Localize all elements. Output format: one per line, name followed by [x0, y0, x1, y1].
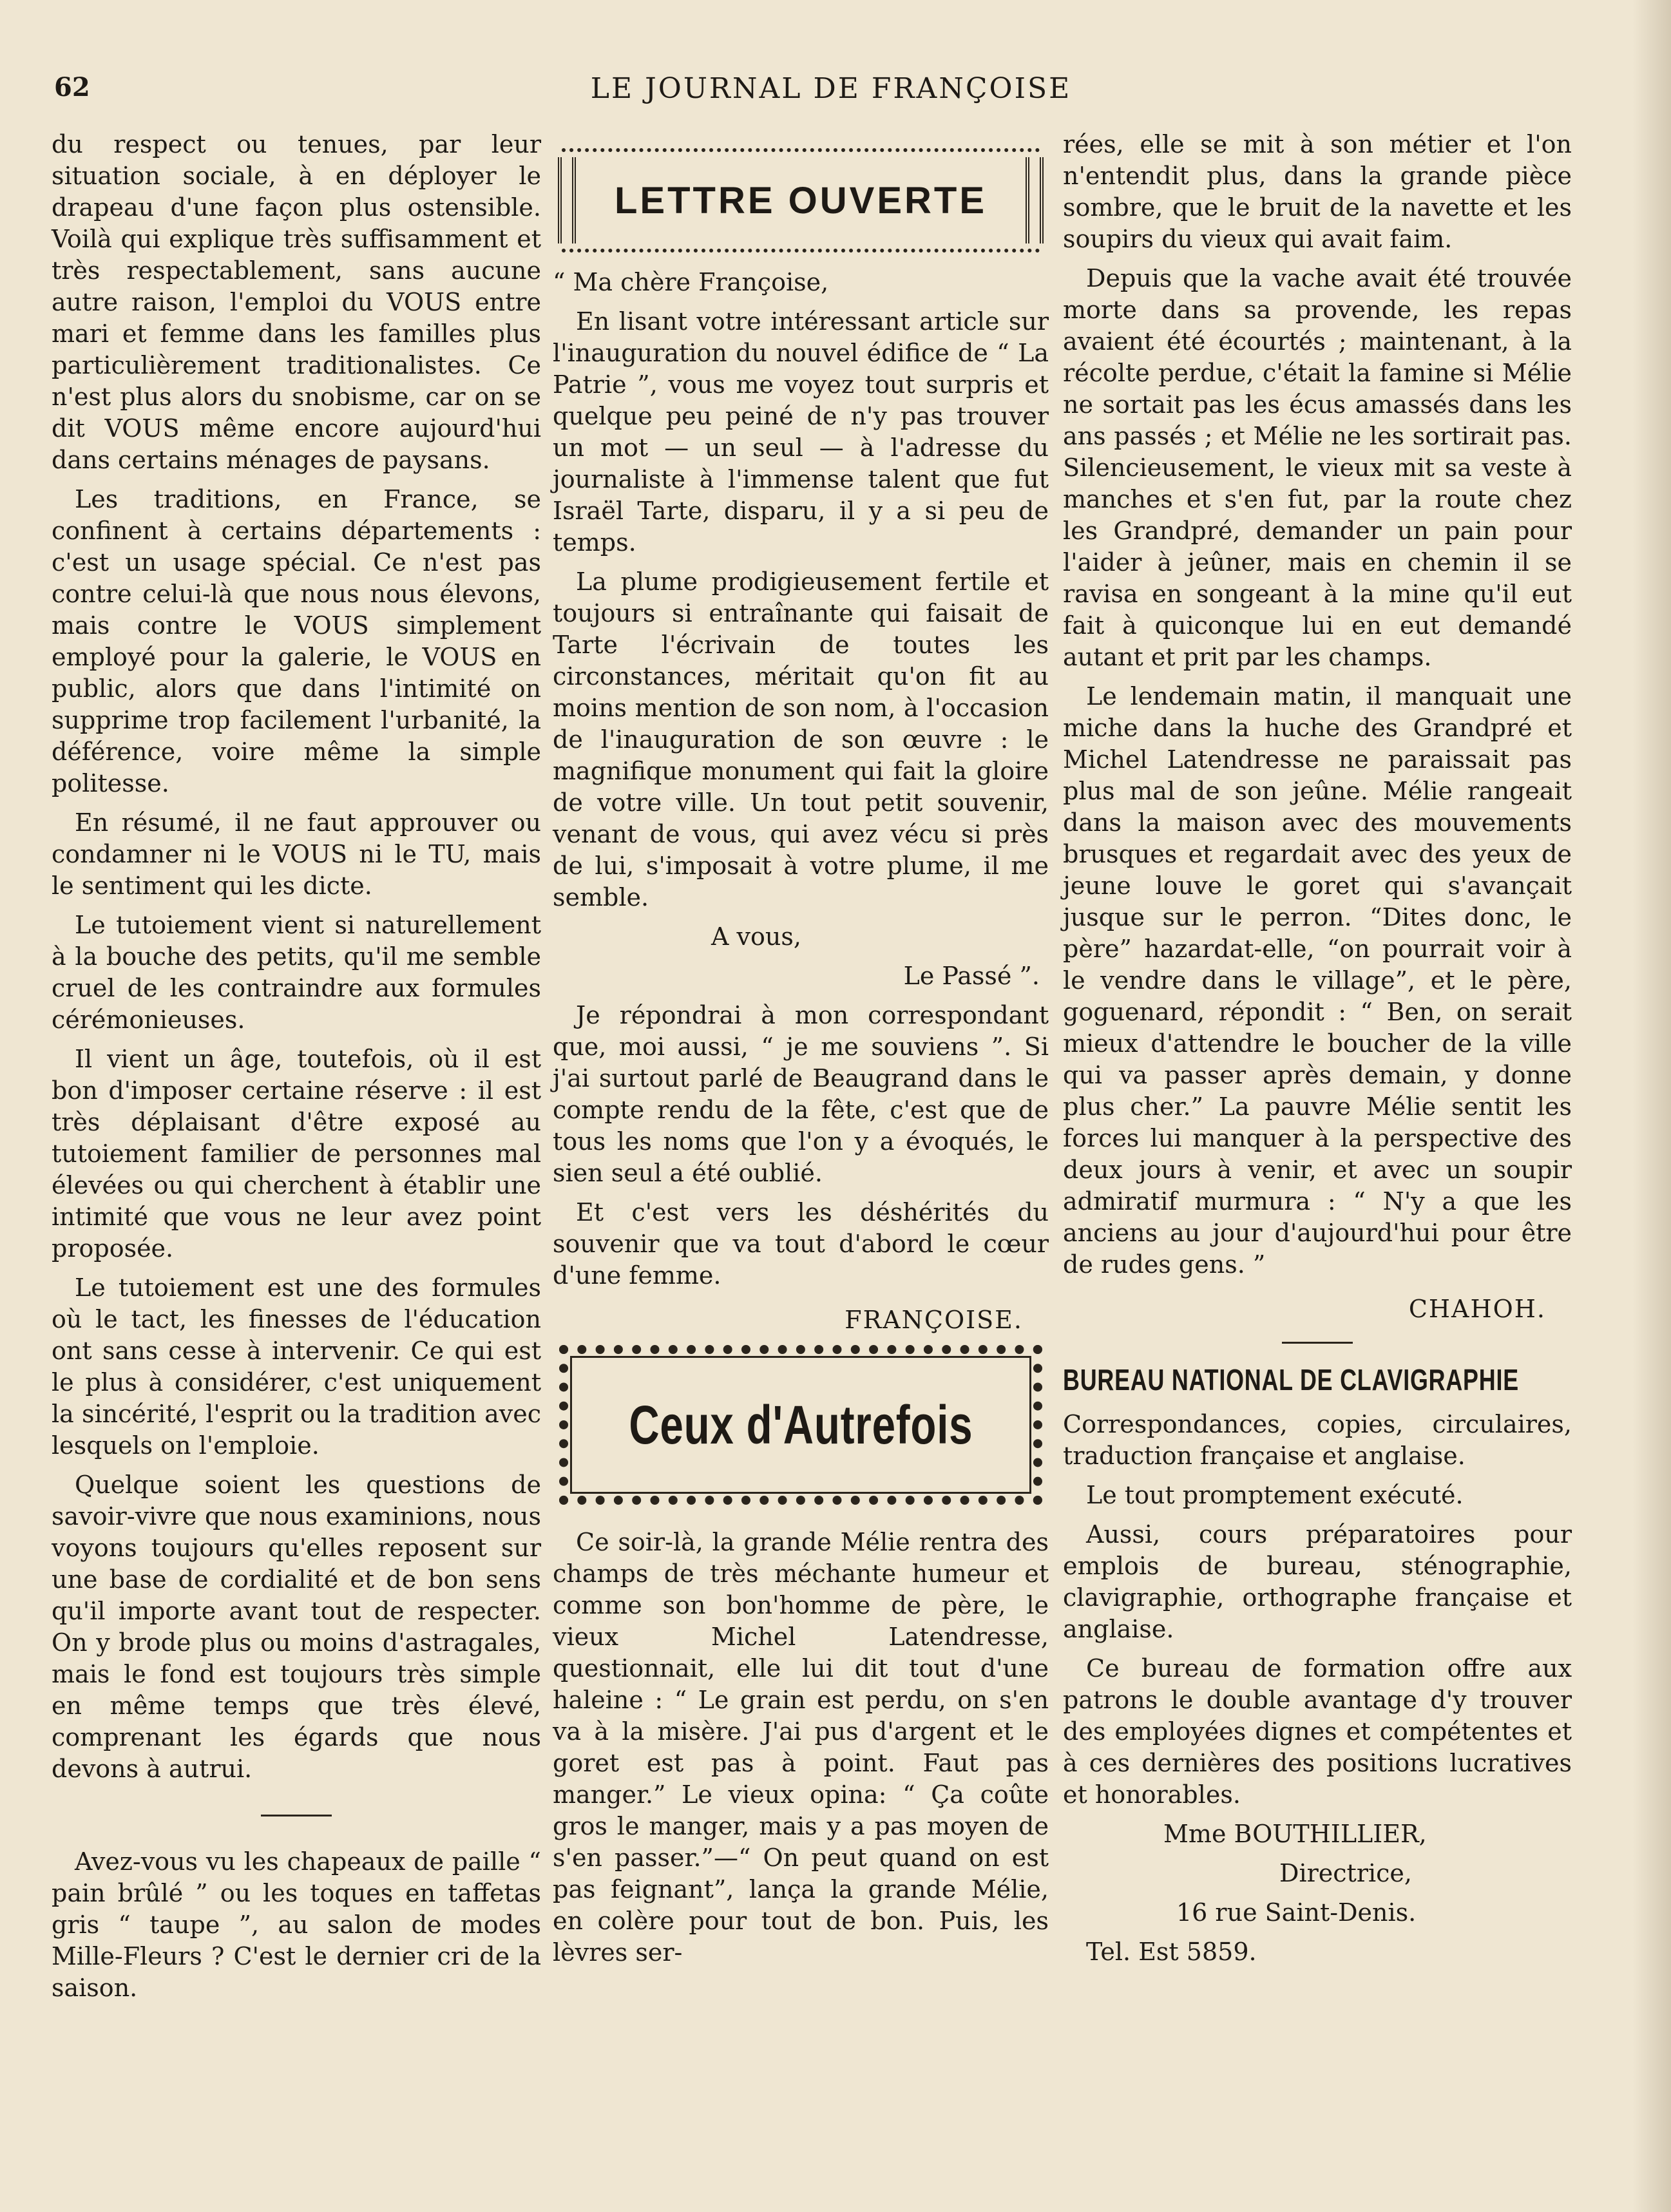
chahoh-signature: CHAHOH. [1408, 1295, 1546, 1323]
bureau-director-name: Mme BOUTHILLIER, [1163, 1820, 1427, 1848]
bureau-phone: Tel. Est 5859. [1086, 1938, 1257, 1966]
story-paragraph: Le lendemain matin, il manquait une miche dans la huche des Grandpré et Michel Latendresse ne paraissait pas plus mal de son jeûne. Mélie rangeait dans la maison avec des mouvements brusques et regardait avec des yeux de jeune louve le goret qui s'avançait jusque sur le perron. “Dites donc, le père” hazardat-elle, “on pourrait voir à le vendre dans le village”, et le père, goguenard, répondit : “ Ben, on serait mieux d'attendre le boucher de la ville qui va passer après demain, y donne plus cher.” La pauvre Mélie sentit les forces lui manquer à la perspective des deux jours à venir, et avec un soupir admiratif murmura : “ N'y a que les anciens au jour d'aujourd'hui pour être de rudes gens. ” [1063, 682, 1572, 1279]
article-paragraph: Quelque soient les questions de savoir-vivre que nous examinions, nous voyons toujours qu'elles reposent sur une base de cordialité et de bon sens qu'il importe avant tout de respecter. On y brode plus ou moins d'astragales, mais le fond est toujours très simple en même temps que très élevé, comprenant les égards que nous devons à autrui. [52, 1471, 541, 1783]
letter-paragraph: La plume prodigieusement fertile et toujours si entraînante qui faisait de Tarte l'écrivain de toutes les circonstances, méritait qu'on fit au moins mention de son nom, à l'occasion de l'inauguration de son œuvre : le magnifique monument qui fait la gloire de votre ville. Un tout petit souvenir, venant de vous, qui avez vécu si près de lui, s'imposait à votre plume, il me semble. [553, 567, 1049, 911]
story-paragraph: Depuis que la vache avait été trouvée morte dans sa provende, les repas avaient été écourtés ; maintenant, à la récolte perdue, c'était la famine si Mélie ne sortait pas les écus amassés dans les ans passés ; et Mélie ne les sortirait pas. Silencieusement, le vieux mit sa veste à manches et s'en fut, par la route chez les Grandpré, demander un pain pour l'aider à jeûner, mais en chemin il se ravisa en songeant à la mine qu'il eut fait à quiconque lui en eut demandé autant et prit par les champs. [1063, 264, 1572, 671]
letter-paragraph: En lisant votre intéressant article sur l'inauguration du nouvel édifice de “ La Patrie ”, vous me voyez tout surpris et quelque peu peiné de n'y pas trouver un mot — un seul — à l'adresse du journaliste à l'immense talent que fut Israël Tarte, disparu, il y a si peu de temps. [553, 307, 1049, 557]
bureau-address: 16 rue Saint-Denis. [1176, 1898, 1417, 1927]
article-paragraph: Le tutoiement vient si naturellement à la bouche des petits, qu'il me semble cruel de les contraindre aux formules cérémonieuses. [52, 911, 541, 1034]
bureau-paragraph: Aussi, cours préparatoires pour emplois de bureau, sténographie, clavigraphie, orthographe française et anglaise. [1063, 1520, 1572, 1643]
running-title: LE JOURNAL DE FRANÇOISE [590, 72, 1072, 105]
article-paragraph: Le tutoiement est une des formules où le tact, les finesses de l'éducation ont sans cesse à intervenir. Ce qui est le plus à considérer, c'est uniquement la sincérité, l'esprit ou la tradition avec lesquels on l'emploie. [52, 1273, 541, 1460]
letter-salutation: A vous, [711, 922, 801, 951]
story-paragraph: rées, elle se mit à son métier et l'on n'entendit plus, dans la grande pièce sombre, que le bruit de la navette et les soupirs du vieux qui avait faim. [1063, 130, 1572, 253]
article-paragraph: En résumé, il ne faut approuver ou condamner ni le VOUS ni le TU, mais le sentiment qui les dicte. [52, 808, 541, 900]
reply-paragraph: Et c'est vers les déshérités du souvenir que va tout d'abord le cœur d'une femme. [553, 1198, 1049, 1290]
article-paragraph: Il vient un âge, toutefois, où il est bon d'imposer certaine réserve : il est très déplaisant d'être exposé au tutoiement familier de personnes mal élevées ou qui cherchent à établir une intimité que vous ne leur avez point proposée. [52, 1045, 541, 1263]
fashion-note: Avez-vous vu les chapeaux de paille “ pain brûlé ” ou les toques en taffetas gris “ taupe ”, au salon de modes Mille-Fleurs ? C'est le dernier cri de la saison. [52, 1847, 541, 2002]
lettre-ouverte-heading: LETTRE OUVERTE [614, 179, 988, 222]
column-left [52, 129, 541, 2012]
article-paragraph: du respect ou tenues, par leur situation sociale, à en déployer le drapeau d'une façon plus ostensible. Voilà qui explique très suffisamment et très respectablement, sans aucune autre raison, l'emploi du VOUS entre mari et femme dans les familles plus particulièrement traditionalistes. Ce n'est plus alors du snobisme, car on se dit VOUS même encore aujourd'hui dans certains ménages de paysans. [52, 130, 541, 474]
letter-signoff: Le Passé ”. [903, 962, 1040, 990]
ceux-dautrefois-header-box [559, 1345, 1042, 1505]
francoise-signature: FRANÇOISE. [845, 1306, 1023, 1334]
column-middle [553, 148, 1049, 1976]
page-header [52, 72, 1610, 117]
separator-rule [1282, 1342, 1353, 1344]
page-number: 62 [54, 72, 90, 102]
column-right [1063, 129, 1572, 1976]
bureau-director-role: Directrice, [1279, 1859, 1412, 1887]
bureau-paragraph: Ce bureau de formation offre aux patrons le double avantage d'y trouver des employées dignes et compétentes et à ces dernières des positions lucratives et honorables. [1063, 1654, 1572, 1809]
lettre-ouverte-header-box [562, 148, 1040, 253]
letter-greeting: “ Ma chère Françoise, [553, 268, 829, 296]
story-paragraph: Ce soir-là, la grande Mélie rentra des champs de très méchante humeur et comme son bon'homme de père, le vieux Michel Latendresse, questionnait, elle lui dit tout d'une haleine : “ Le grain est perdu, on s'en va à la misère. J'ai pus d'argent et le goret est pas à point. Faut pas manger.” Le vieux opina: “ Ça coûte gros le manger, mais y a pas moyen de s'en passer.”—“ On peut quand on est pas feignant”, lança la grande Mélie, en colère pour tout de bon. Puis, les lèvres ser- [553, 1528, 1049, 1967]
article-paragraph: Les traditions, en France, se confinent à certains départements : c'est un usage spécial. Ce n'est pas contre celui-là que nous nous élevons, mais contre le VOUS simplement employé pour la galerie, le VOUS en public, alors que dans l'intimité on supprime trop facilement l'urbanité, la déférence, voire même la simple politesse. [52, 485, 541, 797]
reply-paragraph: Je répondrai à mon correspondant que, moi aussi, “ je me souviens ”. Si j'ai surtout parlé de Beaugrand dans le compte rendu de la fête, c'est que de tous les noms que l'on y a évoqués, le sien seul a été oublié. [553, 1001, 1049, 1187]
bureau-title: BUREAU NATIONAL DE CLAVIGRAPHIE [1063, 1363, 1519, 1397]
bureau-paragraph: Correspondances, copies, circulaires, traduction française et anglaise. [1063, 1410, 1572, 1470]
ceux-dautrefois-heading: Ceux d'Autrefois [628, 1394, 973, 1455]
separator-rule [261, 1815, 332, 1816]
bureau-paragraph: Le tout promptement exécuté. [1086, 1481, 1464, 1509]
page-edge-shadow [1632, 0, 1671, 2212]
